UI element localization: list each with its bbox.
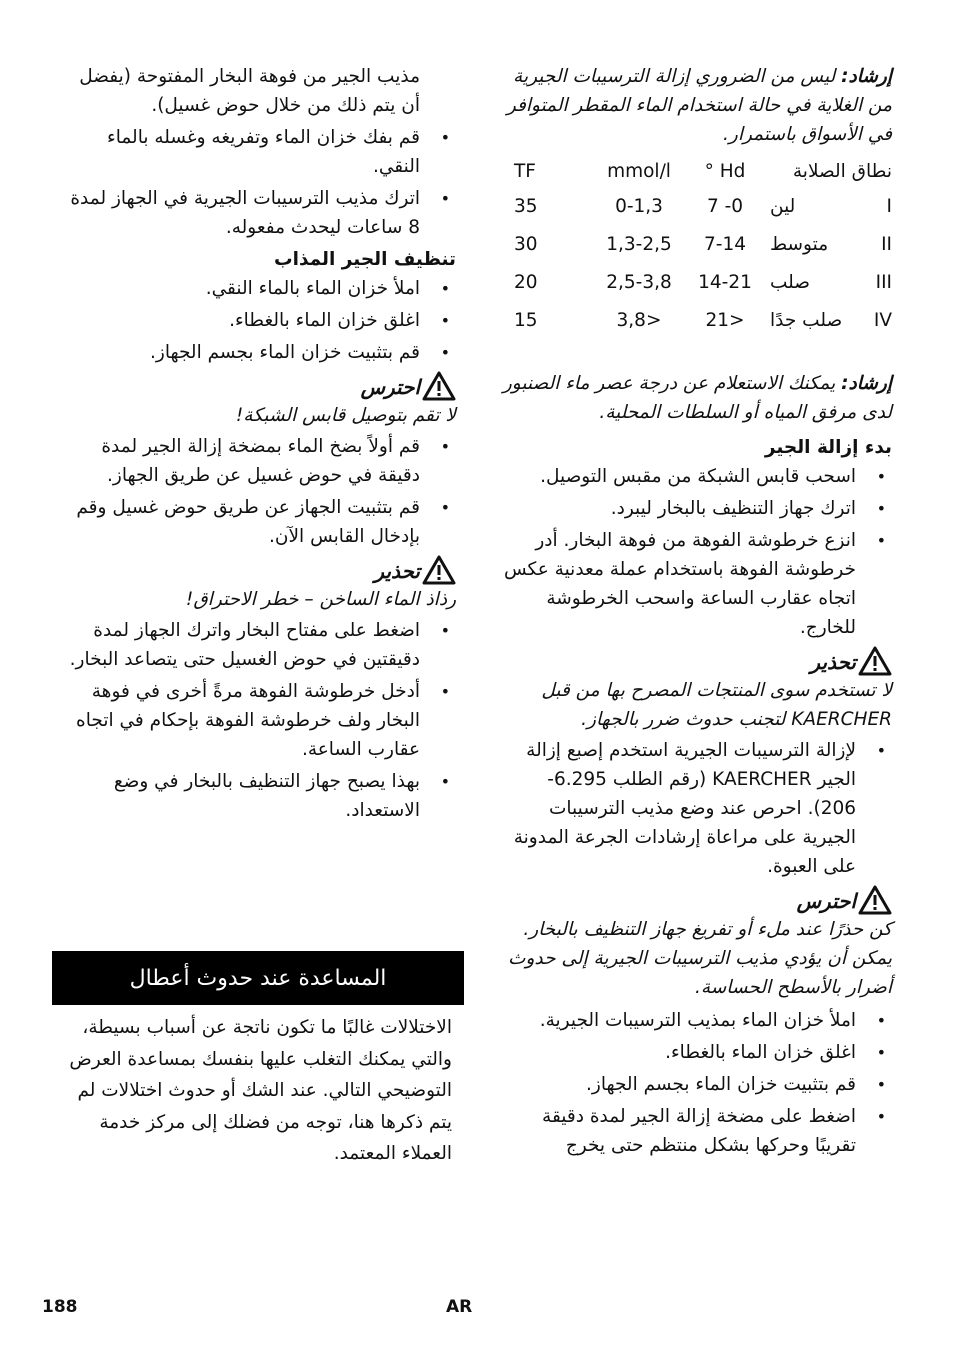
list-item: • قم بتثبيت الجهاز عن طريق حوض غسيل وقم بإدخال القابس الآن. [66, 493, 456, 551]
page-number: 188 [42, 1297, 78, 1317]
row-mmol: <3,8 [616, 309, 662, 331]
caution-2-heading [66, 371, 456, 401]
list-item: • اترك جهاز التنظيف بالبخار ليبرد. [502, 494, 892, 523]
table-row [508, 301, 892, 339]
row-name: متوسط [770, 233, 829, 255]
section-body [66, 1012, 452, 1170]
right-column [502, 62, 892, 1163]
row-roman: III [875, 271, 892, 293]
warning-triangle-icon [858, 885, 892, 915]
caution-2-title: احترس [360, 375, 420, 399]
table-row [508, 225, 892, 263]
row-name: لين [770, 195, 796, 217]
row-tf: 30 [514, 233, 538, 255]
list-item: • اغلق خزان الماء بالغطاء. [66, 306, 456, 335]
descaler-list [502, 736, 892, 881]
continuation-text: مذيب الجير من فوهة البخار المفتوحة (يفضل أن يتم ذلك من خلال حوض غسيل). [79, 66, 420, 116]
list-item: • قم بفك خزان الماء وتفريغه وغسله بالماء النقي. [66, 123, 456, 181]
row-hd: 7-14 [704, 233, 746, 255]
tank-list [66, 123, 456, 242]
row-hd: 0- 7 [706, 195, 744, 217]
note-1 [502, 62, 892, 149]
list-item: • اترك مذيب الترسيبات الجيرية في الجهاز لمدة 8 ساعات ليحدث مفعوله. [66, 184, 456, 242]
caution-1-text: كن حذرًا عند ملء أو تفريغ جهاز التنظيف بالبخار. يمكن أن يؤدي مذيب الترسيبات الجيرية إلى حدوث أضرار بالأسطح الحساسة. [508, 919, 892, 998]
section-body-text: الاختلالات غالبًا ما تكون ناتجة عن أسباب بسيطة، والتي يمكنك التغلب عليها بنفسك بمساعدة العرض التوضيحي التالي. عند الشك أو حدوث اختلالات لم يتم ذكرها هنا، توجه من فضلك إلى مركز خدمة العملاء المعتمد. [69, 1017, 452, 1164]
row-hd: 14-21 [698, 271, 752, 293]
caution-1-heading [502, 885, 892, 915]
caution-1-title: احترس [796, 889, 856, 913]
list-item: • انزع خرطوشة الفوهة من فوهة البخار. أدر خرطوشة الفوهة باستخدام عملة معدنية عكس اتجاه عقارب الساعة واسحب الخرطوشة للخارج. [502, 526, 892, 642]
row-tf: 15 [514, 309, 538, 331]
header-tf: TF [514, 160, 536, 182]
list-item: • املأ خزان الماء بالماء النقي. [66, 274, 456, 303]
language-code: AR [446, 1297, 473, 1317]
final-list [66, 616, 456, 825]
list-item: • اضغط على مفتاح البخار واترك الجهاز لمدة دقيقتين في حوض الغسيل حتى يتصاعد البخار. [66, 616, 456, 674]
warning-2-text: رذاذ الماء الساخن – خطر الاحتراق! [185, 589, 456, 610]
section-title: المساعدة عند حدوث أعطال [129, 965, 387, 991]
list-item: • اضغط على مضخة إزالة الجير لمدة دقيقة تقريبًا وحركها بشكل منتظم حتى يخرج [502, 1102, 892, 1160]
note-2-label: إرشاد: [841, 373, 892, 394]
left-column [66, 62, 456, 828]
note-2 [502, 369, 892, 427]
section-heading-bar [52, 951, 464, 1005]
row-mmol: 0-1,3 [615, 195, 663, 217]
row-tf: 35 [514, 195, 538, 217]
header-hd: ° Hd [704, 160, 746, 182]
row-mmol: 1,3-2,5 [606, 233, 672, 255]
list-item: • أدخل خرطوشة الفوهة مرةً أخرى في فوهة البخار ولف خرطوشة الفوهة بإحكام في اتجاه عقارب الساعة. [66, 677, 456, 764]
row-hd: <21 [705, 309, 745, 331]
list-item: • لإزالة الترسيبات الجيرية استخدم إصبع إزالة الجير KAERCHER (رقم الطلب 6.295-206). احرص عند وضع مذيب الترسيبات الجيرية على مراعاة إرشادات الجرعة المدونة على العبوة. [502, 736, 892, 881]
header-range: نطاق الصلابة [792, 160, 892, 182]
note-2-text: يمكنك الاستعلام عن درجة عصر ماء الصنبور لدى مرفق المياه أو السلطات المحلية. [502, 373, 892, 423]
warning-triangle-icon [858, 646, 892, 676]
list-item: • قم بتثبيت خزان الماء بجسم الجهاز. [502, 1070, 892, 1099]
pump-list [66, 432, 456, 551]
warning-2-heading [66, 555, 456, 585]
row-roman: I [886, 195, 892, 217]
hardness-table-header [508, 155, 892, 187]
clean-heading: تنظيف الجير المذاب [274, 249, 456, 270]
caution-2-text: لا تقم بتوصيل قابس الشبكة! [235, 405, 456, 426]
list-item: • بهذا يصبح جهاز التنظيف بالبخار في وضع الاستعداد. [66, 767, 456, 825]
header-mmol: mmol/l [607, 160, 671, 182]
start-descaling-heading: بدء إزالة الجير [764, 437, 892, 458]
warning-1-text: لا تستخدم سوى المنتجات المصرح بها من قبل KAERCHER لتجنب حدوث ضرر بالجهاز. [541, 680, 892, 730]
note-1-text: ليس من الضروري إزالة الترسيبات الجيرية من الغلاية في حالة استخدام الماء المقطر المتوافر في الأسواق باستمرار. [506, 66, 892, 145]
clean-list [66, 274, 456, 367]
list-item: • اسحب قابس الشبكة من مقبس التوصيل. [502, 462, 892, 491]
table-row [508, 187, 892, 225]
row-name: صلب جدًا [770, 309, 843, 331]
fill-list [502, 1006, 892, 1160]
warning-1-heading [502, 646, 892, 676]
warning-triangle-icon [422, 371, 456, 401]
warning-1-title: تحذير [810, 650, 856, 674]
table-row [508, 263, 892, 301]
warning-triangle-icon [422, 555, 456, 585]
row-mmol: 2,5-3,8 [606, 271, 672, 293]
row-name: صلب [770, 271, 810, 293]
note-1-label: إرشاد: [841, 66, 892, 87]
row-roman: II [881, 233, 892, 255]
list-item: • املأ خزان الماء بمذيب الترسيبات الجيرية. [502, 1006, 892, 1035]
warning-2-title: تحذير [374, 559, 420, 583]
row-tf: 20 [514, 271, 538, 293]
list-item: • اغلق خزان الماء بالغطاء. [502, 1038, 892, 1067]
start-descaling-list [502, 462, 892, 642]
list-item: • قم بتثبيت خزان الماء بجسم الجهاز. [66, 338, 456, 367]
list-item: • قم أولاً بضخ الماء بمضخة إزالة الجير لمدة دقيقة في حوض غسيل عن طريق الجهاز. [66, 432, 456, 490]
row-roman: IV [873, 309, 892, 331]
hardness-table [508, 155, 892, 339]
